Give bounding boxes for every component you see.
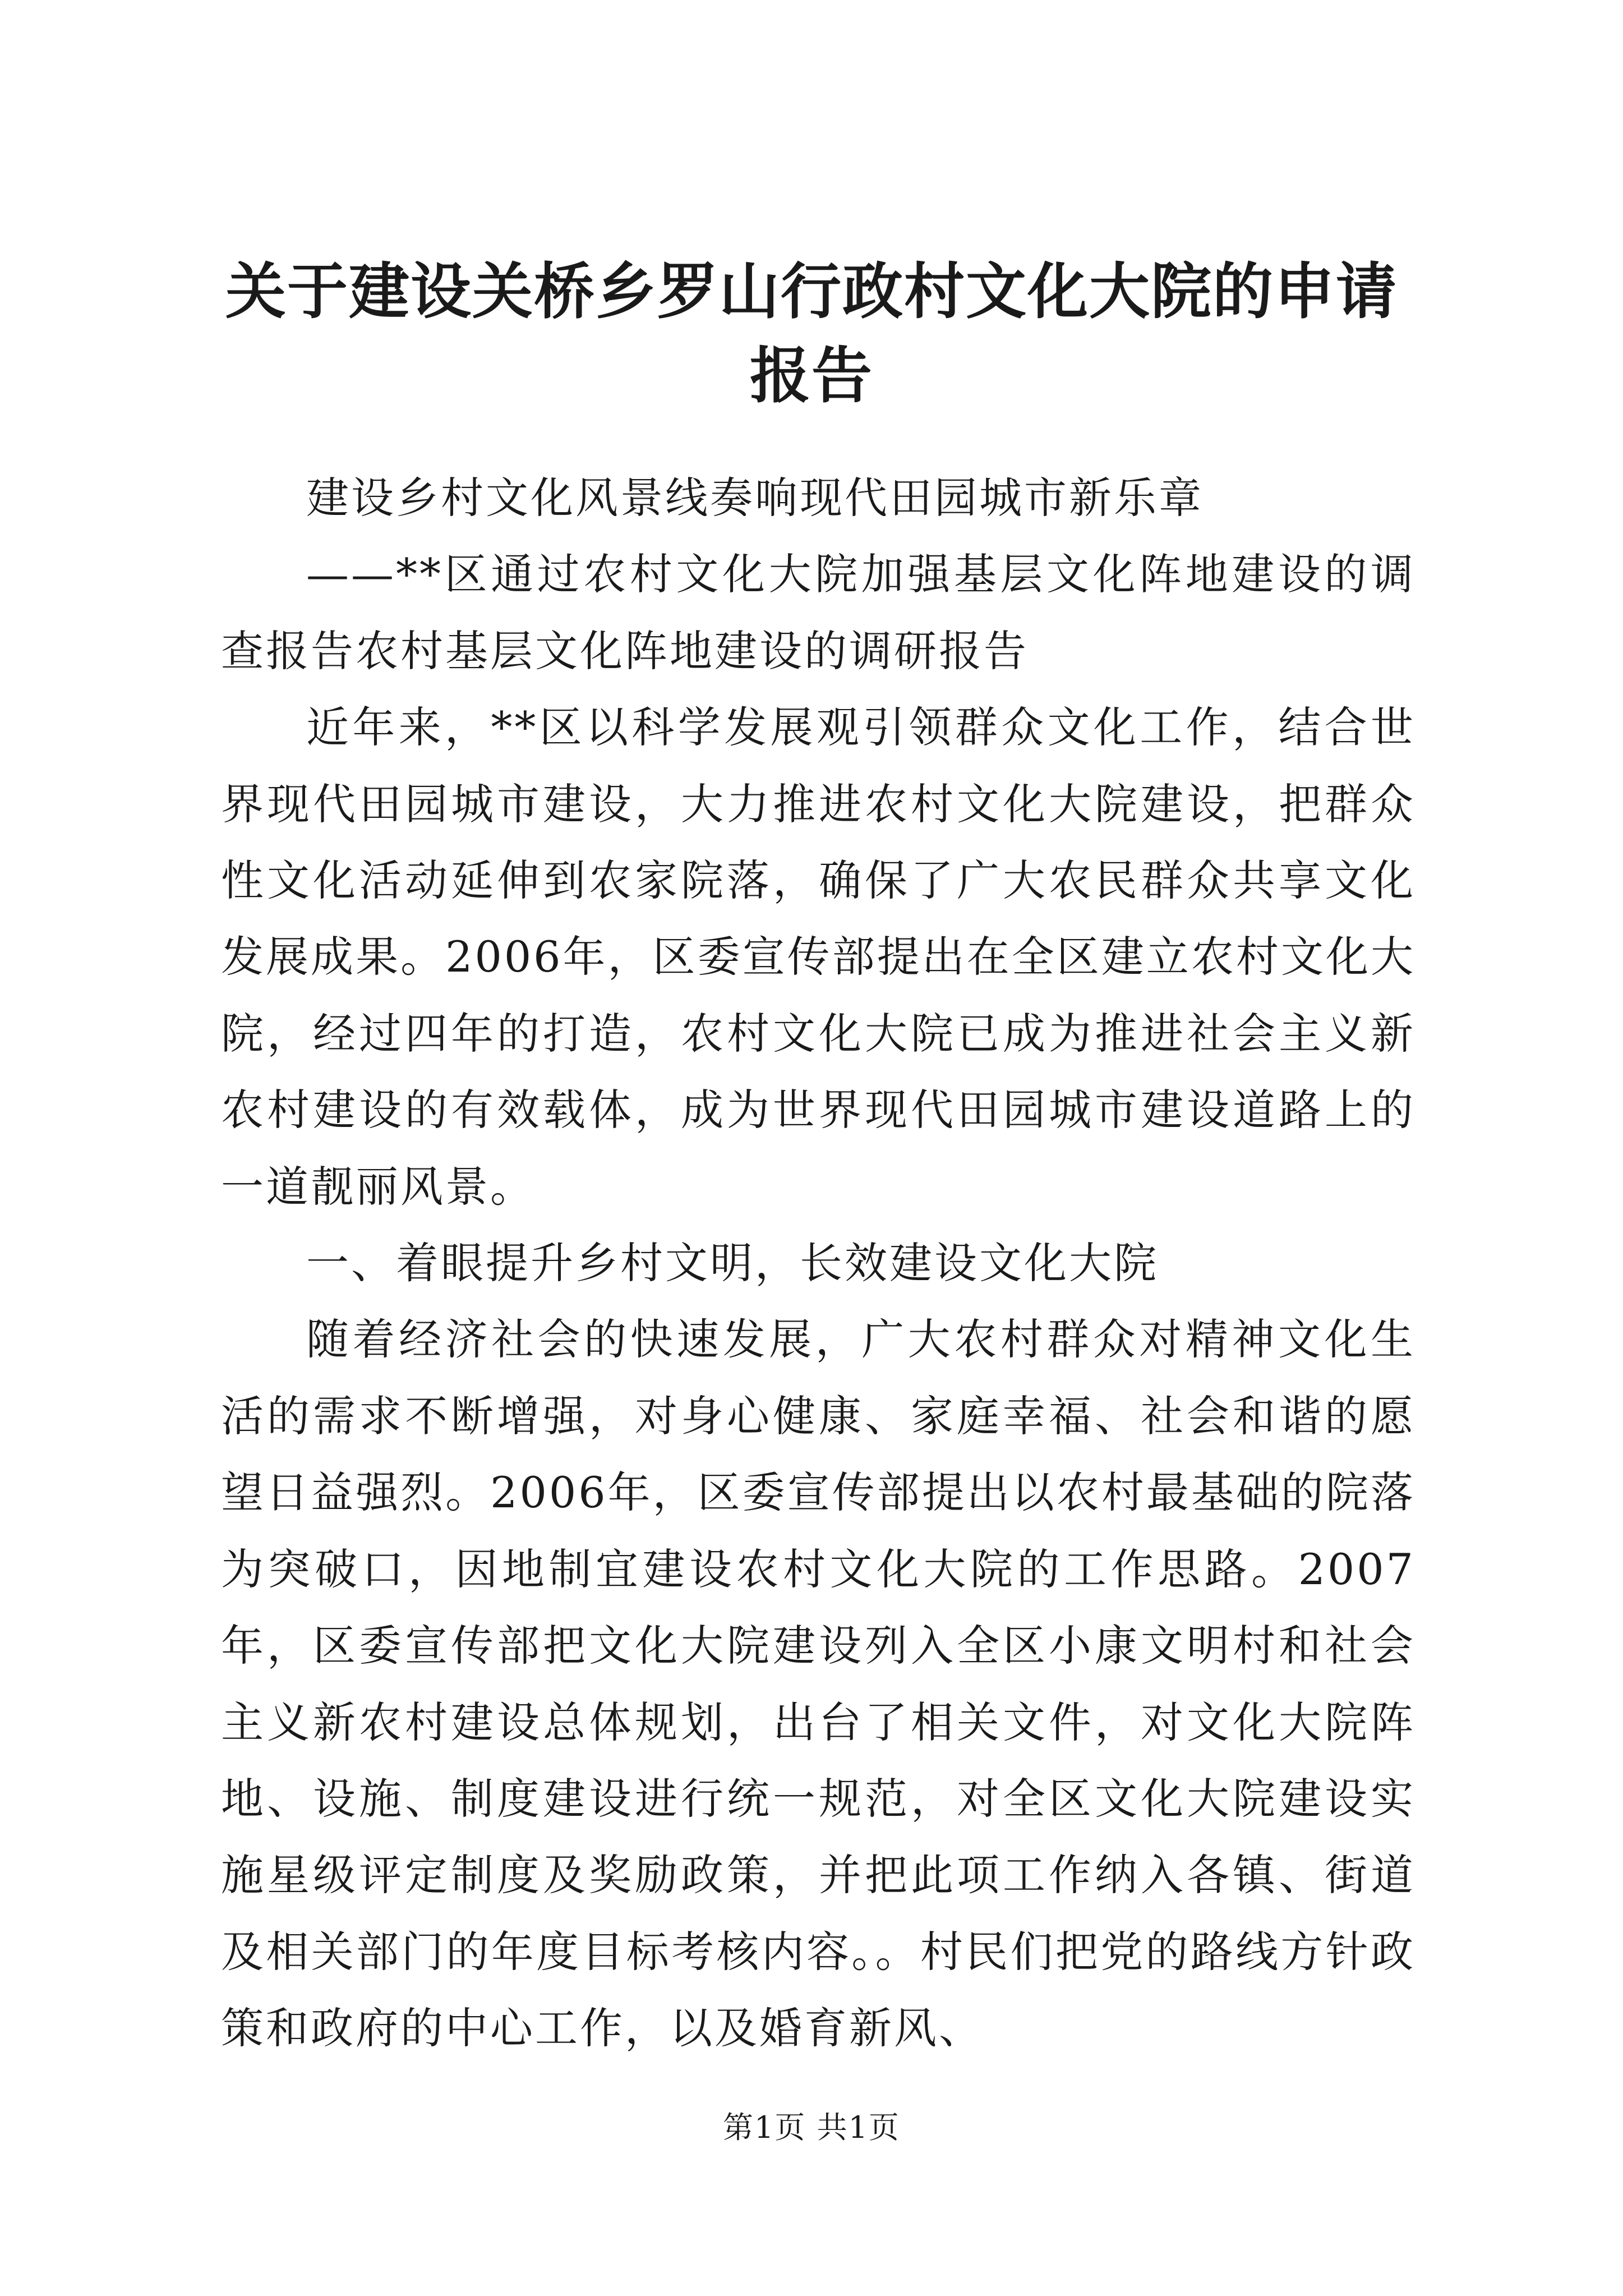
document-title: 关于建设关桥乡罗山行政村文化大院的申请报告 [225,256,1398,411]
paragraph-subtitle: 建设乡村文化风景线奏响现代田园城市新乐章 [306,473,1204,523]
document-body [221,460,1415,2067]
section-heading-1: 一、着眼提升乡村文明，长效建设文化大院 [306,1238,1159,1289]
paragraph-subheading: ——**区通过农村文化大院加强基层文化阵地建设的调查报告农村基层文化阵地建设的调研报告 [221,549,1415,676]
page-footer: 第1页 共1页 [723,2110,900,2145]
paragraph-section-1: 随着经济社会的快速发展，广大农村群众对精神文化生活的需求不断增强，对身心健康、家庭幸福、社会和谐的愿望日益强烈。2006年，区委宣传部提出以农村最基础的院落为突破口，因地制宜建设农村文化大院的工作思路。2007年，区委宣传部把文化大院建设列入全区小康文明村和社会主义新农村建设总体规划，出台了相关文件，对文化大院阵地、设施、制度建设进行统一规范，对全区文化大院建设实施星级评定制度及奖励政策，并把此项工作纳入各镇、街道及相关部门的年度目标考核内容。。村民们把党的路线方针政策和政府的中心工作，以及婚育新风、 [221,1314,1415,2054]
paragraph-intro: 近年来，**区以科学发展观引领群众文化工作，结合世界现代田园城市建设，大力推进农村文化大院建设，把群众性文化活动延伸到农家院落，确保了广大农民群众共享文化发展成果。2006年，区委宣传部提出在全区建立农村文化大院，经过四年的打造，农村文化大院已成为推进社会主义新农村建设的有效载体，成为世界现代田园城市建设道路上的一道靓丽风景。 [221,702,1415,1212]
